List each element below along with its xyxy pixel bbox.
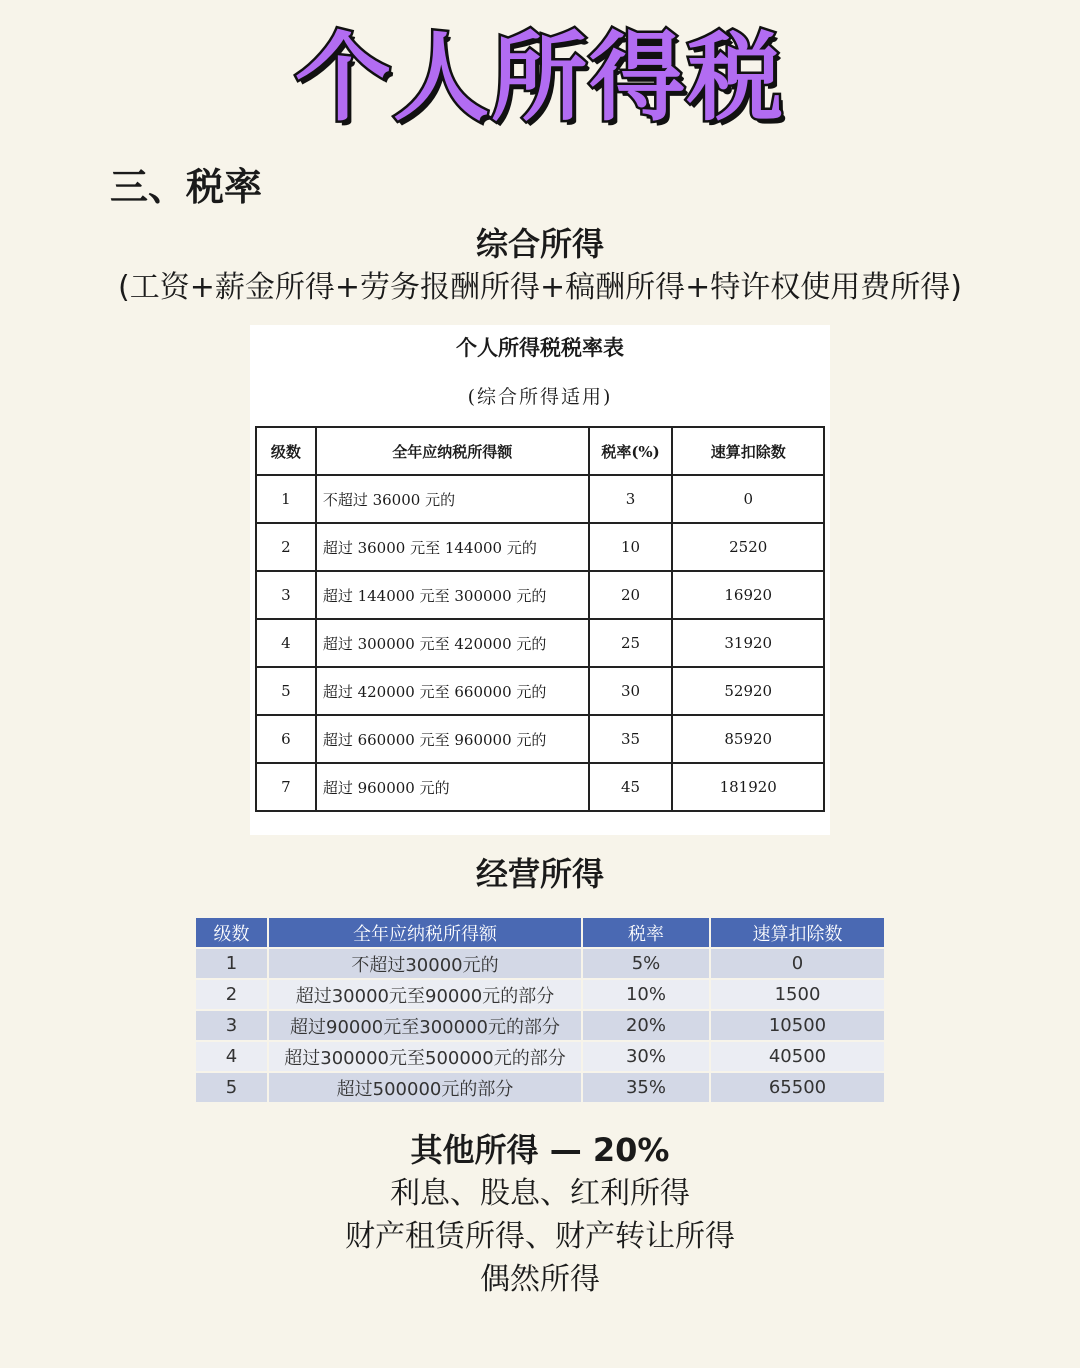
deduction-cell: 40500 [710, 1041, 884, 1072]
table-row [196, 1072, 884, 1102]
column-header: 全年应纳税所得额 [268, 918, 582, 948]
table-row [256, 571, 824, 619]
income-range-cell: 超过 300000 元至 420000 元的 [316, 619, 589, 667]
deduction-cell: 2520 [672, 523, 824, 571]
column-header: 速算扣除数 [710, 918, 884, 948]
comprehensive-table-title: 个人所得税税率表 [456, 335, 624, 360]
comprehensive-income-types: (工资+薪金所得+劳务报酬所得+稿酬所得+特许权使用费所得) [118, 270, 962, 305]
deduction-cell: 10500 [710, 1010, 884, 1041]
level-cell: 1 [196, 948, 268, 979]
rate-cell: 3 [589, 475, 673, 523]
income-range-cell: 不超过30000元的 [268, 948, 582, 979]
income-range-cell: 超过30000元至90000元的部分 [268, 979, 582, 1010]
rate-cell: 30 [589, 667, 673, 715]
level-cell: 5 [256, 667, 316, 715]
rate-cell: 20% [582, 1010, 710, 1041]
comprehensive-title: 综合所得 [475, 225, 604, 263]
table-header-row [256, 427, 824, 475]
column-header: 税率(%) [589, 427, 673, 475]
table-row [256, 475, 824, 523]
deduction-cell: 85920 [672, 715, 824, 763]
business-title: 经营所得 [475, 855, 604, 893]
deduction-cell: 0 [672, 475, 824, 523]
rate-cell: 10% [582, 979, 710, 1010]
income-range-cell: 超过90000元至300000元的部分 [268, 1010, 582, 1041]
income-range-cell: 超过 960000 元的 [316, 763, 589, 811]
deduction-cell: 181920 [672, 763, 824, 811]
table-row [196, 979, 884, 1010]
rate-cell: 20 [589, 571, 673, 619]
comprehensive-tax-table-panel [250, 325, 830, 835]
other-income-line: 利息、股息、红利所得 [390, 1176, 690, 1211]
income-range-cell: 超过 420000 元至 660000 元的 [316, 667, 589, 715]
table-row [256, 763, 824, 811]
business-tax-table [196, 918, 884, 1102]
deduction-cell: 16920 [672, 571, 824, 619]
level-cell: 6 [256, 715, 316, 763]
comprehensive-table-subtitle: (综合所得适用) [467, 386, 613, 408]
table-row [196, 1010, 884, 1041]
income-range-cell: 不超过 36000 元的 [316, 475, 589, 523]
other-income-title: 其他所得 — 20% [410, 1131, 670, 1169]
rate-cell: 10 [589, 523, 673, 571]
table-row [256, 715, 824, 763]
other-income-line: 偶然所得 [480, 1262, 600, 1297]
level-cell: 2 [256, 523, 316, 571]
deduction-cell: 65500 [710, 1072, 884, 1102]
table-row [196, 1041, 884, 1072]
section-heading: 三、税率 [110, 165, 263, 209]
level-cell: 7 [256, 763, 316, 811]
deduction-cell: 1500 [710, 979, 884, 1010]
rate-cell: 5% [582, 948, 710, 979]
level-cell: 3 [256, 571, 316, 619]
income-range-cell: 超过 144000 元至 300000 元的 [316, 571, 589, 619]
rate-cell: 30% [582, 1041, 710, 1072]
rate-cell: 35 [589, 715, 673, 763]
income-range-cell: 超过500000元的部分 [268, 1072, 582, 1102]
deduction-cell: 31920 [672, 619, 824, 667]
level-cell: 1 [256, 475, 316, 523]
table-row [196, 948, 884, 979]
income-range-cell: 超过300000元至500000元的部分 [268, 1041, 582, 1072]
table-row [256, 523, 824, 571]
column-header: 级数 [256, 427, 316, 475]
level-cell: 3 [196, 1010, 268, 1041]
rate-cell: 45 [589, 763, 673, 811]
other-income-line: 财产租赁所得、财产转让所得 [345, 1219, 735, 1254]
column-header: 税率 [582, 918, 710, 948]
deduction-cell: 0 [710, 948, 884, 979]
rate-cell: 35% [582, 1072, 710, 1102]
level-cell: 4 [196, 1041, 268, 1072]
column-header: 全年应纳税所得额 [316, 427, 589, 475]
level-cell: 4 [256, 619, 316, 667]
table-row [256, 619, 824, 667]
deduction-cell: 52920 [672, 667, 824, 715]
column-header: 速算扣除数 [672, 427, 824, 475]
column-header: 级数 [196, 918, 268, 948]
page-title: 个人所得税 [295, 22, 785, 134]
table-header-row [196, 918, 884, 948]
income-range-cell: 超过 660000 元至 960000 元的 [316, 715, 589, 763]
level-cell: 5 [196, 1072, 268, 1102]
comprehensive-tax-table [255, 426, 825, 812]
rate-cell: 25 [589, 619, 673, 667]
table-row [256, 667, 824, 715]
level-cell: 2 [196, 979, 268, 1010]
income-range-cell: 超过 36000 元至 144000 元的 [316, 523, 589, 571]
